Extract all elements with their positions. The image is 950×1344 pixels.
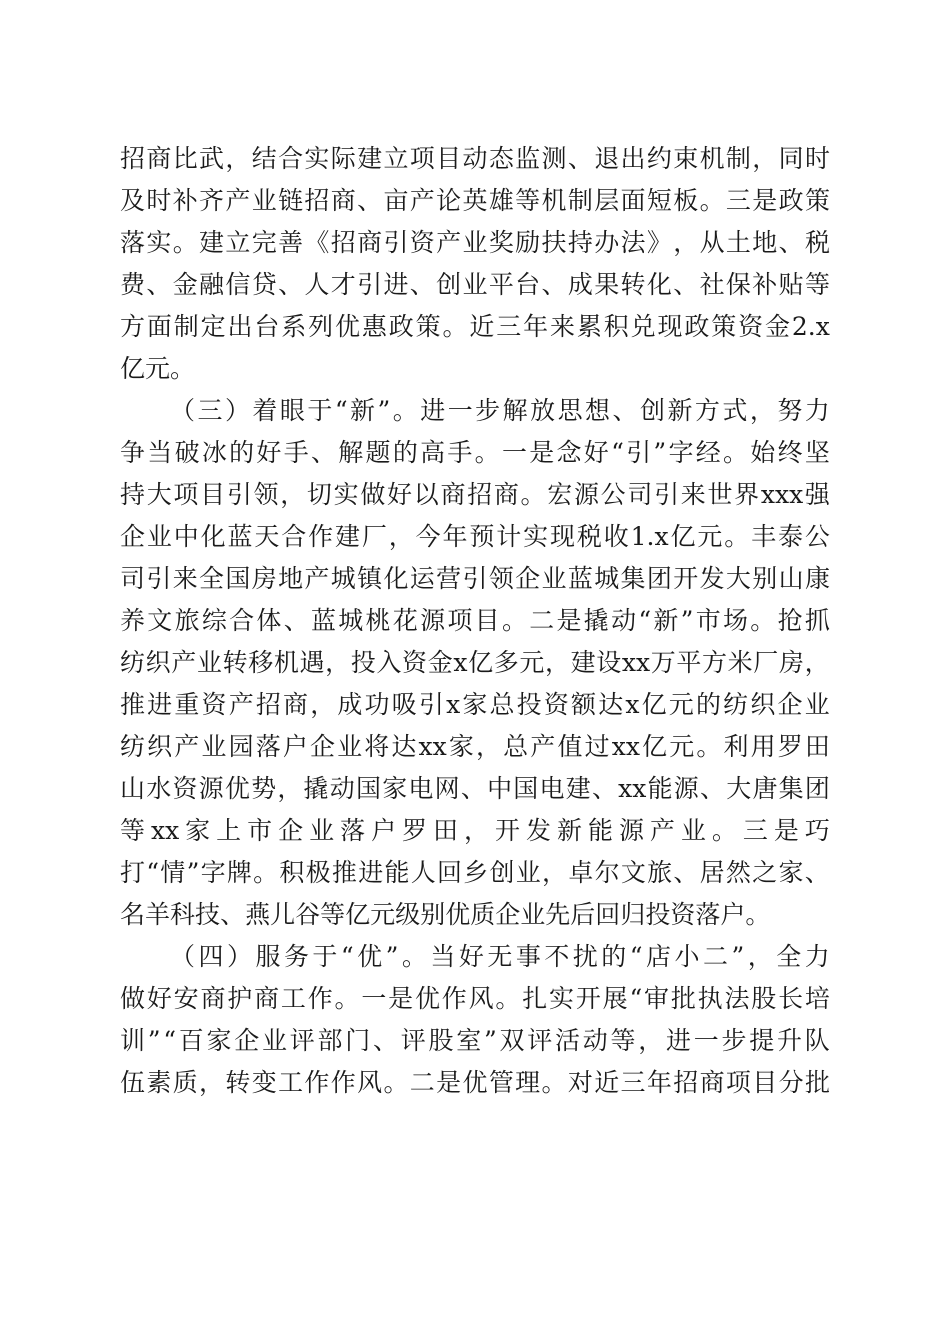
text-line: 山 水 资 源 优 势 ， 撬 动 国 家 电 网 、 中 国 电 建 、 xx 能 源 、 大 唐 集 团 <box>120 774 830 803</box>
text-line: （ 三 ） 着 眼 于 “ 新 ” 。 进 一 步 解 放 思 想 、 创 新 方 式 ， 努 力 <box>170 396 830 425</box>
text-line: 推 进 重 资 产 招 商 ， 成 功 吸 引 x 家 总 投 资 额 达 x 亿 元 的 纺 织 企 业 <box>120 690 830 719</box>
text-line: 及 时 补 齐 产 业 链 招 商 、 亩 产 论 英 雄 等 机 制 层 面 短 板 。 三 是 政 策 <box>120 186 830 215</box>
text-line: 纺 织 产 业 园 落 户 企 业 将 达 xx 家 ， 总 产 值 过 xx 亿 元 。 利 用 罗 田 <box>120 732 830 761</box>
text-line: 费 、 金 融 信 贷 、 人 才 引 进 、 创 业 平 台 、 成 果 转 化 、 社 保 补 贴 等 <box>120 270 830 299</box>
text-line: 训 ” “ 百 家 企 业 评 部 门 、 评 股 室 ” 双 评 活 动 等 ， 进 一 步 提 升 队 <box>120 1026 830 1055</box>
text-line: 司 引 来 全 国 房 地 产 城 镇 化 运 营 引 领 企 业 蓝 城 集 团 开 发 大 别 山 康 <box>120 564 830 593</box>
text-line: 争 当 破 冰 的 好 手 、 解 题 的 高 手 。 一 是 念 好 “ 引 ” 字 经 。 始 终 坚 <box>120 438 830 467</box>
text-line: 名 羊 科 技 、 燕 儿 谷 等 亿 元 级 别 优 质 企 业 先 后 回 归 投 资 落 户 。 <box>120 900 771 929</box>
text-line: （ 四 ） 服 务 于 “ 优 ” 。 当 好 无 事 不 扰 的 “ 店 小 二 ” ， 全 力 <box>170 942 830 971</box>
text-line: 等 xx 家 上 市 企 业 落 户 罗 田 ， 开 发 新 能 源 产 业 。 三 是 巧 <box>120 816 830 845</box>
text-line: 持 大 项 目 引 领 ， 切 实 做 好 以 商 招 商 。 宏 源 公 司 引 来 世 界 xxx 强 <box>120 480 830 509</box>
text-line: 纺 织 产 业 转 移 机 遇 ， 投 入 资 金 x 亿 多 元 ， 建 设 xx 万 平 方 米 厂 房 ， <box>120 648 830 677</box>
text-line: 伍 素 质 ， 转 变 工 作 作 风 。 二 是 优 管 理 。 对 近 三 年 招 商 项 目 分 批 <box>120 1068 830 1097</box>
text-line: 企 业 中 化 蓝 天 合 作 建 厂 ， 今 年 预 计 实 现 税 收 1.x 亿 元 。 丰 泰 公 <box>120 522 830 551</box>
text-line: 做 好 安 商 护 商 工 作 。 一 是 优 作 风 。 扎 实 开 展 “ 审 批 执 法 股 长 培 <box>120 984 830 1013</box>
text-line: 亿 元 。 <box>120 354 196 383</box>
text-line: 打 “ 情 ” 字 牌 。 积 极 推 进 能 人 回 乡 创 业 ， 卓 尔 文 旅 、 居 然 之 家 、 <box>120 858 830 887</box>
body-text <box>120 138 830 1104</box>
text-line: 养 文 旅 综 合 体 、 蓝 城 桃 花 源 项 目 。 二 是 撬 动 “ 新 ” 市 场 。 抢 抓 <box>120 606 830 635</box>
text-line: 招 商 比 武 ， 结 合 实 际 建 立 项 目 动 态 监 测 、 退 出 约 束 机 制 ， 同 时 <box>120 144 830 173</box>
text-line: 方 面 制 定 出 台 系 列 优 惠 政 策 。 近 三 年 来 累 积 兑 现 政 策 资 金 2.x <box>120 312 830 341</box>
text-line: 落 实 。 建 立 完 善 《 招 商 引 资 产 业 奖 励 扶 持 办 法 》 ， 从 土 地 、 税 <box>120 228 830 257</box>
